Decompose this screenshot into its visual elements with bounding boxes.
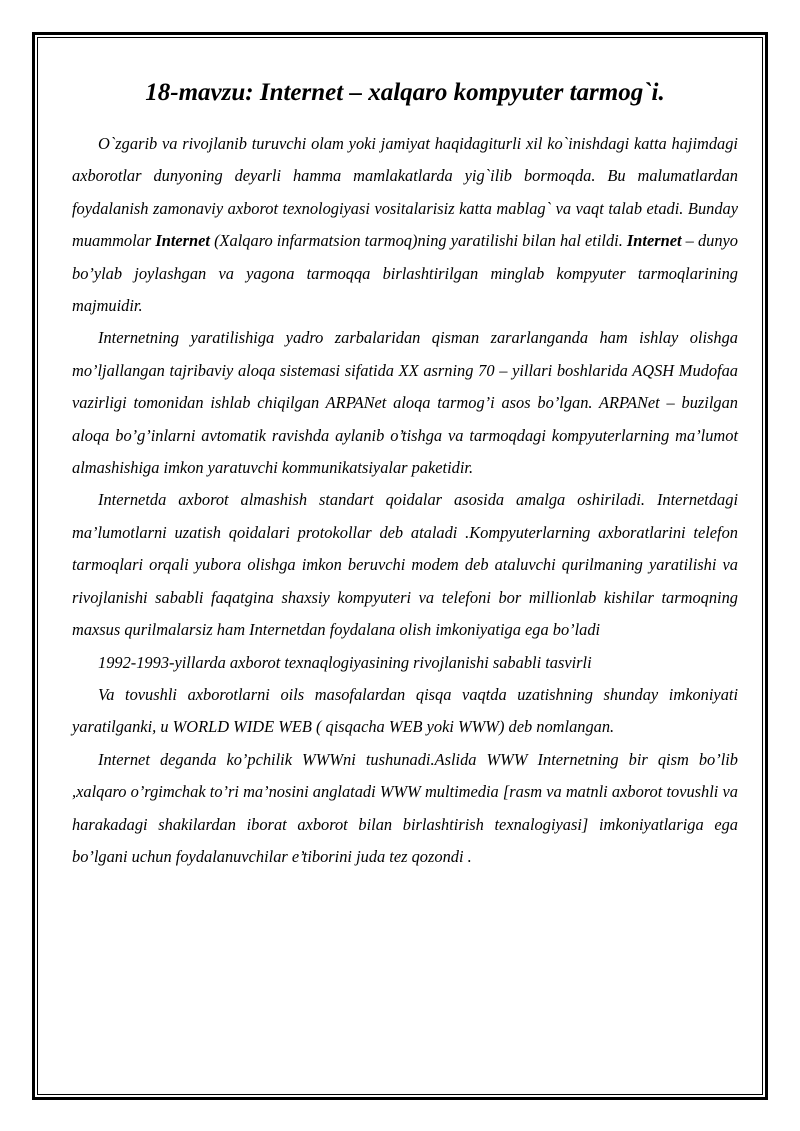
paragraph-5: Va tovushli axborotlarni oils masofalardan qisqa vaqtda uzatishning shunday imkoniyati yaratilganki, u WORLD WIDE WEB ( qisqacha WEB yoki WWW) deb nomlangan. <box>72 684 738 737</box>
document-title: 18-mavzu: Internet – xalqaro kompyuter tarmog`i. <box>145 79 665 106</box>
paragraph-2: Internetning yaratilishiga yadro zarbalaridan qisman zararlanganda ham ishlay olishga mo’ljallangan tajribaviy aloqa sistemasi sifatida XX asrning 70 – yillari boshlarida AQSH Mudofaa vazirligi tomonidan ishlab chiqilgan ARPANet aloqa tarmog’i asos bo’lgan. ARPANet – buzilgan aloqa bo’g’inlarni avtomatik ravishda aylanib o’tishga va tarmoqdagi kompyuterlarning ma’lumot almashishiga imkon yaratuvchi kommunikatsiyalar paketidir. <box>72 328 738 478</box>
paragraph-3: Internetda axborot almashish standart qoidalar asosida amalga oshiriladi. Internetdagi ma’lumotlarni uzatish qoidalari protokollar deb ataladi .Kompyuterlarning axboratlarini telefon tarmoqlari orqali yubora olishga imkon beruvchi modem deb ataluvchi qurilmaning yaratilishi va rivojlanishi sababli faqatgina shaxsiy kompyuteri va telefoni bor millionlab kishilar tarmoqning maxsus qurilmalarsiz ham Internetdan foydalana olish imkoniyatiga ega bo’ladi <box>72 490 738 640</box>
paragraph-1-part-a: O`zgarib va rivojlanib turuvchi olam yoki jamiyat haqidagiturli xil ko`inishdagi katta hajimdagi axborotlar dunyoning deyarli hamma mamlakatlarda yig`ilib bormoqda. Bu malumatlardan foydalanish zamonaviy axborot texnologiyasi vositalarisiz katta mablag` va vaqt talab etadi. Bunday muammolar <box>72 134 738 251</box>
paragraph-1 <box>72 128 738 322</box>
paragraph-6: Internet deganda ko’pchilik WWWni tushunadi.Aslida WWW Internetning bir qism bo’lib ,xalqaro o’rgimchak to’ri ma’nosini anglatadi WWW multimedia [rasm va matnli axborot tovushli va harakadagi shakilardan iborat axborot bilan birlashtirish texnalogiyasi] imkoniyatlariga ega bo’lgani uchun foydalanuvchilar e’tiborini juda tez qozondi . <box>72 749 738 866</box>
paragraph-4: 1992-1993-yillarda axborot texnaqlogiyasining rivojlanishi sababli tasvirli <box>98 652 592 672</box>
paragraph-1-internet-bold-1: Internet <box>155 231 210 251</box>
paragraph-1-part-d: – dunyo bo’ylab joylashgan va yagona tarmoqqa birlashtirilgan minglab kompyuter tarmoqlarining majmuidir. <box>72 231 738 316</box>
paragraph-1-internet-bold-2: Internet <box>626 231 682 251</box>
document-body <box>72 76 738 873</box>
paragraph-1-part-c: (Xalqaro infarmatsion tarmoq)ning yaratilishi bilan hal etildi. <box>209 231 627 251</box>
